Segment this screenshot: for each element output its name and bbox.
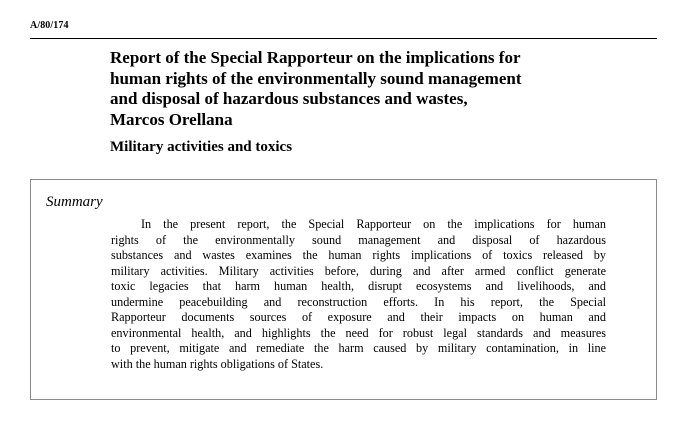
summary-line: toxic legacies that harm human health, disrupt ecosystems and livelihoods, and — [111, 279, 606, 293]
summary-line: to prevent, mitigate and remediate the harm caused by military contamination, in line — [111, 341, 606, 355]
title-line: human rights of the environmentally sound management — [110, 68, 522, 88]
summary-paragraph — [111, 217, 606, 372]
summary-box — [30, 179, 657, 400]
summary-line: Rapporteur documents sources of exposure and their impacts on human and — [111, 310, 606, 324]
title-line: Report of the Special Rapporteur on the implications for — [110, 48, 521, 67]
document-symbol: A/80/174 — [30, 20, 69, 31]
summary-line: military activities. Military activities before, during and after armed conflict generate — [111, 263, 606, 278]
summary-line: substances and wastes examines the human rights implications of toxics released by — [111, 248, 606, 262]
summary-line: environmental health, and highlights the need for robust legal standards and measures — [111, 325, 606, 340]
summary-line: undermine peacebuilding and reconstruction efforts. In his report, the Special — [111, 294, 606, 309]
title-line: Marcos Orellana — [110, 109, 233, 129]
summary-line: In the present report, the Special Rapporteur on the implications for human — [141, 217, 606, 231]
header-divider — [30, 38, 657, 39]
summary-heading: Summary — [46, 194, 103, 210]
report-subtitle: Military activities and toxics — [110, 139, 293, 155]
summary-line: rights of the environmentally sound management and disposal of hazardous — [111, 232, 606, 247]
title-line: and disposal of hazardous substances and wastes, — [110, 89, 468, 108]
report-title — [110, 48, 590, 130]
summary-line: with the human rights obligations of States. — [111, 356, 324, 371]
